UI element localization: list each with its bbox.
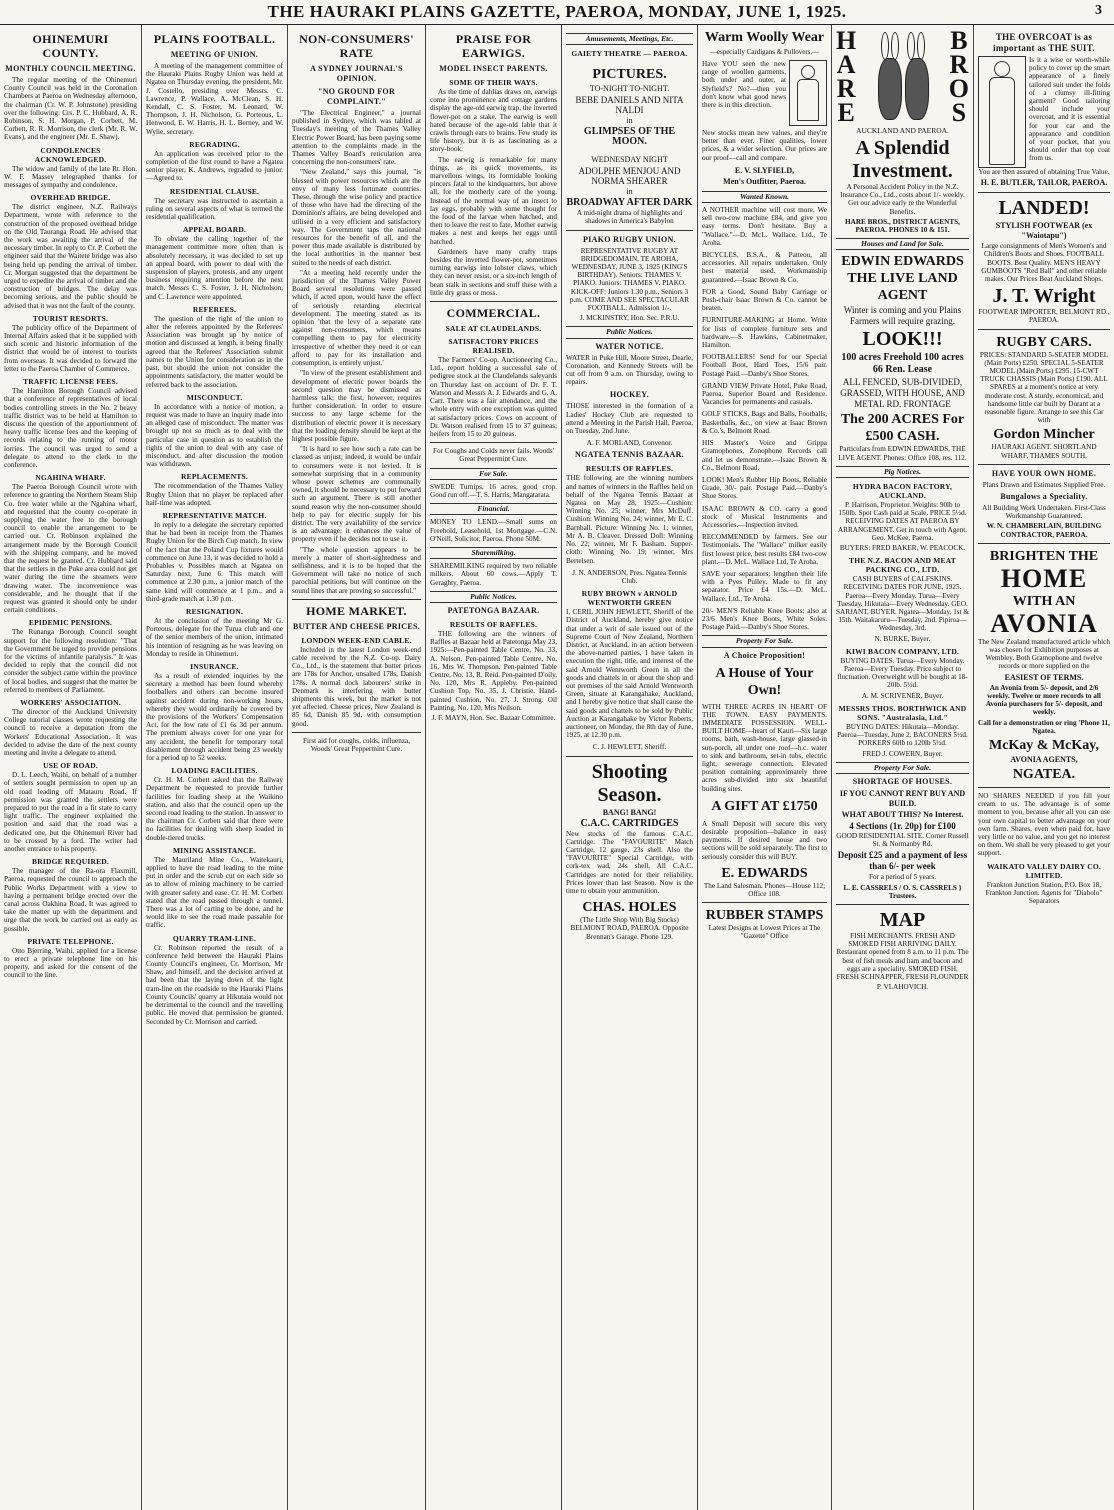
hare-letter: E — [837, 98, 855, 127]
ad-text: GOOD RESIDENTIAL SITE. Corner Russell St. & Normanby Rd. — [836, 831, 969, 849]
section-heading: WORKERS' ASSOCIATION. — [20, 698, 121, 707]
section-heading: LOADING FACILITIES. — [171, 766, 258, 776]
signature: A. F. MORLAND, Convenor. — [586, 439, 673, 448]
section-text: Cr. Robinson reported the result of a conference held between the Hauraki Plains County Council's engineer, Cr. Morrison, Mr Shaw, and himself, and the decision arrived at had been that the laying down of the light tram-line on the roadside to the Hauraki Plains County Councils' quarry at Hikutaia would not be detrimental to the council and the travelling public. He moved that permission be granted. Seconded by Cr. Morrison and carried. — [146, 943, 283, 1026]
section-text: The question of the right of the union to alter the referees appointed by the Referees' Association was brought up by notice of motion and discussed at length, it being finally agreed that the Referees' Association submit names to the Union for consideration as in the past, but should the union not consider the appointments satisfactory, the matter would be referred back to the association. — [146, 314, 283, 389]
ad-text: For a period of 5 years. — [868, 873, 937, 882]
section-heading: MISCONDUCT. — [186, 392, 243, 402]
ad-text: All Building Work Undertaken. First-Class Workmanship Guaranteed. — [982, 504, 1106, 521]
edwards-phones: The Land Salesman. Phones—House 112; Office 108. — [703, 881, 826, 899]
footer-advert: First aid for coughs, colds, influenza, Woods' Great Peppermint Cure. — [303, 736, 410, 754]
headline-patetonga-bazaar: PATETONGA BAZAAR. — [447, 605, 540, 615]
subhead-sydney-journal: A SYDNEY JOURNAL'S OPINION. — [310, 64, 403, 83]
home: HOME — [1000, 563, 1088, 593]
classified-ad: HIS Master's Voice and Grippa Gramophones, Zonophone Records call and let us demonstrate.—Isaac Brown & Co., Belmont Road. — [702, 439, 827, 472]
ngatea: NGATEA. — [1012, 766, 1076, 782]
section-text: In accordance with a notice of motion, a request was made to have an inquiry made into an alleged case of misconduct. The matter was brought up not so much as to deal with the particular case in question as to establish the rights of the union to deal with any case of misconduct, and after discussion the motion was withdrawn. — [146, 402, 283, 469]
ad-text: Is it a wise or worth-while policy to cover up the smart appearance of a finely tailored suit under the folds of a clumsy ill-fitting garment? Good tailoring should include your overcoat, and it is essential for your car and the appearance and condition of your pocket, that you should order that top coat from us. — [1029, 56, 1110, 163]
splendid-investment: A Splendid Investment. — [852, 137, 953, 182]
ad-text: PRICES: STANDARD 5-SEATER MODEL (Main Ports) £250. SPECIAL 5-SEATER MODEL (Main Ports) £295. 15-CWT TRUCK CHASSIS (Main Ports) £190. ALL SPARES at a moment's notice at very moderate cost. A sturdy, economical, and handsome little car built by Durant at a reasonable figure. Arrange to see this Car with — [979, 350, 1109, 425]
section-text: Otto Bjerring, Waihi, applied for a license to erect a private telephone line on his property, and asked for the consent of the council to the line. — [4, 946, 137, 980]
in-label: in — [626, 116, 633, 126]
bros-letter: O — [948, 74, 969, 103]
classified-section: Public Notices. — [430, 591, 557, 603]
section-heading: NGAHINA WHARF. — [35, 473, 106, 483]
ad-text: New stocks of the famous C.A.C. Cartridge. The "FAVOURITE" Match Cartridge, 12 gauge, 23s shell. Also the "FAVOURITE" Special Cartridge, with cork-tex wad, 24s shell. All C.A.C. Cartridges are noted for their reliability. Prices lower than last Season. Now is the time to obtain your ammunition. — [566, 829, 693, 895]
hare-bros-logo — [836, 26, 969, 127]
film-tagline: A mid-night drama of highlights and shadows in America's Babylon — [576, 209, 683, 226]
subhead-meeting-of-union: MEETING OF UNION. — [170, 50, 259, 59]
article-paragraph: As the time of dahlias draws on, earwigs come into prominence and cottage gardens display the age-old earwig trap, the inverted flower-pot on a stake. The earwig is well hated because of the age-old fable that it crawls through ears to brains. Few study its life history, but it is as fascinating as a story-book. — [430, 88, 557, 154]
signature: N. BURKE, Buyer. — [874, 634, 931, 643]
subhead-butter-cheese: BUTTER AND CHEESE PRICES. — [292, 621, 421, 631]
article-paragraph: Included in the latest London week-end cable received by the N.Z. Co-op. Dairy Co., Ltd., is the statement that butter prices are 178s for Anchor, unsalted 178s, Danish 178s. A normal dock labourers' strike in Denmark is interfering with butter shipments this week, but the market is not yet affected. Cheese prices, New Zealand is 85 6d, Danish 85 9d, with consumption good. — [292, 645, 421, 728]
nz-bacon: THE N.Z. BACON AND MEAT PACKING CO., LTD. — [849, 556, 956, 575]
classified-ad: GRAND VIEW Private Hotel, Puke Road, Paeroa. Superior Board and Residence. Vacancies for permanents and casuals. — [702, 381, 827, 407]
article-paragraph: The earwig is remarkable for many things, as its quick movements, its marvellous wings, its formidable looking pincers fatal to the kindquarters, but above all, for the motherly care of the young. Instead of the normal way of an insect to lay eggs, probably with some thought for the food of the larvae when hatched, and then to leave the rest to fate, Mother earwig makes a nest and keeps her eggs until hatched. — [430, 155, 557, 246]
trustees: L. E. CASSRELS / O. S. CASSRELS } Trustees. — [843, 883, 962, 900]
section-heading: RESIDENTIAL CLAUSE. — [169, 186, 260, 196]
section-text: The secretary was instructed to ascertain a ruling on several aspects of what is termed the residential qualification. — [146, 196, 283, 222]
subhead-prices: SATISFACTORY PRICES REALISED. — [448, 337, 539, 356]
section-houses-land: Houses and Land for Sale. — [836, 238, 969, 250]
article-paragraph: "New Zealand," says this journal, "is blessed with power resources which are the envy of many less fortunate countries. These, through the wise policy and practice of those who have had the directing of the Dominion's affairs, are being developed and utilised in a very efficient and satisfactory way. The Government taps the national resources for the benefit of all, and the power thus made available is distributed by the local authorities in the manner best suited to the needs of each district. — [292, 168, 421, 267]
house-of-your-own: A House of Your Own! — [715, 665, 814, 698]
mckay: McKay & McKay, — [988, 737, 1100, 753]
film-stars: ADOLPHE MENJOU AND NORMA SHEARER — [578, 166, 681, 187]
section-heading: RESIGNATION. — [185, 606, 244, 616]
shortage-houses: SHORTAGE OF HOUSES. — [852, 776, 953, 786]
notice-text: WATER in Puke Hill, Moore Street, Dearle, Coronation, and Kennedy Streets will be cut off from 9 a.m. on Thursday, owing to repairs. — [566, 353, 693, 387]
section-property-for-sale: Property For Sale. — [702, 635, 827, 647]
woolly-illustration — [789, 60, 827, 126]
section-heading: MINING ASSISTANCE. — [172, 845, 257, 855]
section-heading: QUARRY TRAM-LINE. — [172, 933, 257, 943]
notice-text: THOSE interested in the formation of a Ladies' Hockey Club are requested to attend a Meeting in the Parish Hall, Paeroa, on Tuesday, 2nd June. — [566, 402, 693, 436]
rugby-cars: RUGBY CARS. — [996, 334, 1092, 350]
ad-text: BUYING DATES: Hikutaia—Monday. Paeroa—Tuesday, June 2. BACONERS 5½d. PORKERS 60lb to 120lb 5½d. — [837, 722, 968, 748]
section-text: The district engineer, N.Z. Railways Department, wrote with reference to the construction of the proposed overhead bridge on the Old Tauranga Road. He advised that the work was awaiting the arrival of the necessary timber. In reply to Cr. P. Corbett the engineer said that the Waitete bridge was also being held up pending the arrival of timber. Cr. Morgan suggested that the department be urged to expedite the arrival of timber and the construction of bridges. The delay was becoming serious, and the public should be advised that it was not the fault of the county. — [4, 203, 137, 310]
section-text: In reply to a delegate the secretary reported that he had been in receipt from the Thames Rugby Union for the Birch Cup match. In view of the fact that the Poland Cup fixtures would commence on June 13, it was decided to hold a Probables v. Possibles match at Ngatea on Saturday next, June 6. This match will commence at 2.30 p.m., a junior match of the same kind will commence at 1 p.m., and a third-grade match at 1.30 p.m. — [146, 520, 283, 603]
page-number: 3 — [1095, 3, 1102, 18]
section-heading: EPIDEMIC PENSIONS. — [28, 618, 113, 628]
ad-text: WITH THREE ACRES IN HEART OF THE TOWN. EASY PAYMENTS. IMMEDIATE POSSESSION. WELL-BUILT HOME—heart of Kauri—Six large rooms, bath, wash-house, large glassed-in sun-porch, all under one roof—h.c. water to sink and bathroom, set-in tubs, electric light, sewerage connection. Elevated position containing approximately three acres sub-divided into six beautiful building sites. — [702, 702, 827, 793]
ad-text: Winter is coming and you Plains Farmers will require grazing. — [843, 305, 962, 327]
pictures-heading: PICTURES. — [592, 67, 667, 83]
bros-letter: S — [951, 98, 967, 127]
classified-section: Financial. — [430, 503, 557, 515]
column-non-consumers-rate — [288, 25, 425, 1510]
classified-ad: 20/- MEN'S Reliable Knee Boots; also at 23/6 Men's Knee Boots, White Soles. Postage Paid.—Danby's Shoe Stores. — [702, 606, 827, 632]
article-paragraph: Gardeners have many crafty traps besides the inverted flower-pot, sometimes turning earwigs into lobster claws, which they can never resist, or a six-inch length of bean stalk in sections and stuff these with a little dry grass or moss. — [430, 247, 557, 297]
edwards-name: E. EDWARDS — [721, 865, 808, 881]
in-label: in — [626, 187, 633, 197]
signature: C. J. HEWLETT, Sheriff. — [592, 743, 667, 752]
section-heading: REFEREES. — [192, 304, 237, 314]
ad-text: Plans Drawn and Estimates Supplied Free. — [982, 480, 1106, 489]
headline-praise-earwigs: PRAISE FOR EARWIGS. — [455, 32, 532, 60]
avonia-agents: AVONIA AGENTS, — [1010, 754, 1078, 764]
classified-ad: ISAAC BROWN & CO. carry a good stock of Musical Instruments and Accessories.—Inspection invited. — [702, 504, 827, 529]
edwin-edwards: EDWIN EDWARDS THE LIVE LAND AGENT — [841, 254, 964, 304]
tonight: TO-NIGHT TO-NIGHT. — [589, 84, 670, 94]
classified-ad: RECOMMENDED by farmers. See our Testimonials. The "Wallace" milker easily first lowest price, best results £84 two-cow plant.—D. McL. Wallace Ltd, Te Aroha. — [702, 533, 827, 566]
film-stars: BEBE DANIELS AND NITA NALDI — [575, 95, 684, 116]
rubber-stamps: RUBBER STAMPS — [705, 908, 824, 924]
section-heading: REGRADING. — [189, 139, 240, 149]
ad-text: Frankton Junction Station, P.O. Box 18, Frankton Junction. Agents for "Diabolo" Separators — [985, 880, 1103, 905]
headline-hockey: HOCKEY. — [610, 390, 649, 400]
classified-ad: LOOK! Men's Rubber Hip Boots, Reliable Grade, 30/- pair. Postage Paid.—Danby's Shoe Stores. — [702, 475, 827, 501]
classified-ad: SWEDE Turnips, 16 acres, good crop. Good run off.—T. S. Harris, Mangatarata. — [430, 482, 557, 499]
fenced: ALL FENCED, SUB-DIVIDED, GRASSED, WITH HOUSE, AND METAL RD. FRONTAGE — [840, 377, 965, 410]
film-title: GLIMPSES OF THE MOON. — [583, 126, 676, 148]
ad-text: Particulars from EDWIN EDWARDS, THE LIVE AGENT. Phones: Office 108, res. 112. — [838, 445, 967, 462]
stylish-footwear: STYLISH FOOTWEAR (ex "Waiotapu") — [995, 221, 1093, 241]
subhead-monthly-meeting: MONTHLY COUNCIL MEETING. — [5, 64, 136, 73]
headline-non-consumers-rate: NON-CONSUMERS' RATE — [299, 32, 414, 60]
subhead-raffles: RESULTS OF RAFFLES. — [585, 464, 674, 474]
section-heading: TOURIST RESORTS. — [32, 313, 109, 323]
gordon-mincher: Gordon Mincher — [993, 427, 1095, 443]
article-paragraph: "The whole question appears to be merely a matter of short-sightedness and selfishness, and it is to be hoped that the Government will take no notice of such parochial petitions, but will continue on the sound lines that are proving so successful." — [292, 545, 421, 595]
kiwi-bacon: KIWI BACON COMPANY, LTD. — [845, 646, 960, 656]
column-hare-bros — [832, 25, 973, 1510]
landed: LANDED! — [998, 197, 1090, 220]
classified-ad: SAVE your separators; lengthen their life with a Pyes Pulley. Made to fit any separator. Price £4 15s.—D. McL. Wallace, Ltd., Te Aroha. — [702, 569, 827, 603]
classified-ad: FURNITURE-MAKING at Home. Write for lists of complete furniture sets and hardware.—S. Hawkins, Cabinetmaker, Hamilton. — [702, 316, 827, 350]
section-text: At the conclusion of the meeting Mr G. Porteous, delegate for the Turua club and one of the senior members of the union, intimated his intention of resigning as he was leaving on Monday to reside in Ohinemuri. — [146, 616, 283, 658]
section-heading: CONDOLENCES ACKNOWLEDGED. — [34, 145, 107, 164]
section-heading: REPRESENTATIVE MATCH. — [162, 510, 267, 520]
ad-text: IF YOU CANNOT RENT BUY AND BUILD. — [839, 788, 966, 808]
section-text: The manager of the Ra-ora Flaxmill, Paeroa, requested the council to approach the Public Works Department with a view to having a permanent bridge erected over the canal across Oakhina Road. It was agreed to take the matter up with the department and urge that the work be carried out as early as possible. — [4, 867, 137, 933]
masthead — [0, 0, 1114, 25]
section-property-for-sale: Property For Sale. — [836, 762, 969, 774]
overcoat-figure — [978, 56, 1026, 168]
section-text: D. L. Leech, Waihi, on behalf of a number of settlers sought permission to open up an old road leading off Matauru Road. If permission was granted the settlers were prepared to put the road in a fit state to carry light traffic. The engineer explained the position and said that the road was a dedicated one, but the Ohinemuri River had to be crossed by a ford. The writer had another entrance to his property. — [4, 771, 137, 854]
gift-price: A GIFT AT £1750 — [711, 798, 818, 814]
subhead-claudelands: SALE AT CLAUDELANDS. — [445, 324, 542, 334]
ad-text: A Personal Accident Policy in the N.Z. Insurance Co., Ltd., costs about 1/- weekly. Get our advice early re the Wonderful Benefits. — [840, 183, 965, 216]
section-text: The director of the Auckland University College tutorial classes wrote requesting the council to receive a deputation from the Workers' Educational Association. It was decided to advise the date of the next county meeting and invite a delegate to attend. — [4, 708, 137, 758]
easiest-terms: EASIEST OF TERMS. — [1004, 672, 1084, 682]
subhead-their-ways: SOME OF THEIR WAYS. — [449, 78, 538, 87]
bros-letter: R — [949, 50, 969, 79]
section-heading: INSURANCE. — [190, 661, 239, 671]
ad-text: HAURAKI AGENT. SHORTLAND WHARF, THAMES SOUTH. — [991, 443, 1097, 460]
section-public-notices: Public Notices. — [566, 326, 693, 338]
masthead-title: THE HAURAKI PLAINS GAZETTE, PAEROA, MONDAY, JUNE 1, 1925. — [267, 2, 847, 21]
choice-proposition: A Choice Proposition! — [723, 650, 806, 660]
with-an: WITH AN — [1012, 593, 1076, 609]
cac-cartridges: C.A.C. CARTRIDGES — [580, 817, 679, 829]
film-title: BROADWAY AFTER DARK — [566, 197, 693, 209]
signature: P. VLAHOVICH. — [876, 983, 929, 992]
ad-text: FISH MERCHANTS. FRESH AND SMOKED FISH ARRIVING DAILY. Restaurant opened from 8 a.m. to 11 p.m. The best of fish meals and ham and bacon and eggs are a speciality. SMOKED FISH, FRESH SCHNAPPER, FRESH FLOUNDER — [836, 931, 969, 981]
hare-location: AUCKLAND AND PAEROA. — [856, 126, 949, 135]
subhead-model-insect: MODEL INSECT PARENTS. — [439, 64, 548, 73]
columns — [0, 25, 1114, 1510]
classified-ad: GOLF STICKS, Bags and Balls, Footballs, Basketballs, &c., on view at Isaac Brown & Co.'s, Belmont Road. — [702, 410, 827, 435]
section-heading: OVERHEAD BRIDGE. — [30, 193, 111, 203]
signature: FRED J. COWERN, Buyer. — [862, 749, 943, 758]
notice-text: I, CERIL JOHN HEWLETT, Sheriff of the District of Auckland, hereby give notice that under a writ of sale issued out of the Supreme Court of New Zealand, Northern District, at Auckland, in an action between the above-named parties, I have taken in execution the right, title, and interest of the said Arnold Wentworth Green in all the goods and chattels in or about the shop and out premises of the said Arnold Wentworth Green, situate at Karangahake, Auckland, and I hereby give notice that shall cause the said goods and chattels to be sold by Public Auction at Karangahake by Victor Roberts, auctioneer, on Monday, the 8th day of June, 1925, at 12.30 p.m. — [566, 608, 693, 740]
butler: H. E. BUTLER, TAILOR, PAEROA. — [980, 178, 1108, 188]
section-text: An application was received prior to the completion of the first round to have a Ngatea senior player, K. Andrews, regraded to junior.—Agreed to. — [146, 149, 283, 183]
ad-address: (The Little Shop With Big Stocks) BELMONT ROAD, PAEROA. Opposite Brennan's Garage. Phone 129. — [570, 916, 689, 941]
signature: BUYERS: FRED BAKER, W. PEACOCK. — [839, 544, 966, 553]
jt-wright: J. T. Wright — [992, 285, 1096, 308]
section-text: The Runanga Borough Council sought support for the following resolution: "That the Government be urged to provide pensions for the victims of infantile paralysis." It was decided to reply that the council did not consider the subject came within the province of local bodies, and suggest that the matter be referred to members of Parliament. — [4, 628, 137, 694]
headline-shooting-season: Shooting Season. — [591, 760, 668, 806]
subhead-london-cable: LONDON WEEK-END CABLE. — [301, 635, 412, 645]
column-butler-avonia — [974, 25, 1114, 1510]
section-heading: APPEAL BOARD. — [182, 225, 247, 235]
headline-ruby-brown: RUBY BROWN v ARNOLD WENTWORTH GREEN — [581, 589, 678, 608]
signature: J. F. MAYN, Hon. Sec. Bazaar Committee. — [431, 713, 556, 722]
ad-headline-warm-woolly: Warm Woolly Wear — [704, 30, 825, 45]
headline-commercial: COMMERCIAL. — [446, 306, 541, 321]
classified-ad: A NOTHER machine will cost more. We sell two-cow machine £84, and give you easy terms. Don't hesitate. Buy a "Wallace."—D. McL. Wallace, Ltd., Te Aroha. — [702, 206, 827, 247]
ad-text: NO SHARES NEEDED if you fill your cream to us. The advantage is of some moment to you, because after all you can use your own capital to better advantage on your own farm. Shares, even when paid for, have very little or no value, and you get no interest on them. We shall be very pleased to get your support. — [978, 791, 1110, 858]
headline-water-notice: WATER NOTICE. — [595, 341, 664, 351]
article-paragraph: THE following are the winners of Raffles at Bazaar held at Patetonga May 23, 1925:—Pen-painted Table Centre, No. 33, A. Nelson. Pen-painted Table Centre, No. 16, Mrs W. Thompson. Pen-painted Table Centre, No. 13, R. Reid. Pen-painted D'oily, No. 120, Mrs R. Appleby. Pen-painted Cushion Top, No. 35, J. Christie. Hand-painted Cushion, No. 27, J. Strong. Oil Painting, No. 120, Mrs Neilson. — [430, 629, 557, 712]
classified-ad: FOR a Good, Sound Baby Carriage or Push-chair Isaac Brown & Co. cannot be beaten. — [702, 287, 827, 313]
section-text: The recommendation of the Thames Valley Rugby Union that no player be replaced after half-time was adopted. — [146, 482, 283, 507]
bros-letter: B — [950, 26, 968, 55]
ad-text: A Small Deposit will secure this very desirable proposition—balance in easy payments. If desired house and two sections will be sold separately. The first to seriously consider this will BUY. — [702, 819, 827, 861]
gaiety-theatre: GAIETY THEATRE — PAEROA. — [571, 49, 688, 59]
wednesday-night: WEDNESDAY NIGHT — [591, 155, 668, 165]
chas-holes: CHAS. HOLES — [582, 900, 677, 916]
section-text: The widow and family of the late Rt. Hon. W. F. Massey telegraphed thanks for messages of sympathy and condolence. — [4, 164, 137, 190]
section-heading: BRIDGE REQUIRED. — [32, 857, 109, 867]
price-cash: The 200 ACRES For £500 CASH. — [840, 412, 965, 445]
section-text: To obviate the calling together of the management committee more often than is absolutely necessary, it was decided to set up an appeal board, with power to deal with the suspension of players, protests, and any urgent business requiring attention before the next match. Messrs C. S. Foster, J. H. Nicholson, and C. Lawrence were appointed. — [146, 235, 283, 301]
headline-ngatea-tennis: NGATEA TENNIS BAZAAR. — [575, 450, 684, 460]
section-text: As a result of extended inquiries by the secretary a method has been found whereby footballers and others can become insured against accident during non-working hours, whereby they would ordinarily be covered by the provisions of the Workers' Compensation Act, for the low rate of £1 6s 3d per annum. The premium always cover for one year for any accident, the benefit for temporary total disablement through accident being 23 weekly for a period up to 52 weeks. — [146, 671, 283, 763]
section-wanted-known: Wanted Known. — [702, 191, 827, 203]
avonia: AVONIA — [990, 608, 1098, 638]
section-text: The Paeroa Borough Council wrote with reference to granting the Northern Steam Ship Co. free water while at the Ngahina wharf, and requested that the county co-operate in supplying the water free to the borough council to enable the arrangement to be carried out. Cr. Robinson explained the arrangement made by the Borough Council with the shipping company, and he moved that the request be granted. Cr. Hubbard said that the settlers in the Puke area could not get water during the time the steamers were drawing water. The inconvenience was considerable, and he thought that if the request was granted it should only be under certain conditions. — [4, 483, 137, 615]
classified-ad: MONEY TO LEND.—Small sums on Freehold, Leasehold, 1st Mortgage.—C.N. O'Neill, Solicitor, Paeroa. Phone 50M. — [430, 518, 557, 543]
cough-advert: For Coughs and Colds never fails. Woods' Great Peppermint Cure. — [433, 447, 554, 464]
slyfield-title: Men's Outfitter, Paeroa. — [723, 176, 806, 186]
bungalows: Bungalows a Speciality. — [1000, 492, 1088, 502]
ad-sub: —especially Cardigans & Pullovers.— — [709, 48, 820, 56]
waikato-valley: WAIKATO VALLEY DAIRY CO. LIMITED. — [987, 861, 1101, 880]
chamberlain: W. N. CHAMBERLAIN, BUILDING CONTRACTOR, PAEROA. — [986, 522, 1102, 539]
column-amusements — [562, 25, 697, 1510]
headline-ohinemuri-county: OHINEMURI COUNTY. — [32, 32, 109, 60]
slyfield-name: E. V. SLYFIELD, — [734, 165, 795, 175]
hare-letter: A — [836, 50, 856, 79]
ad-text: Large consignments of Men's Women's and Children's Boots and Shoes. FOOTBALL BOOTS. Best Quality. MEN'S HEAVY GUMBOOTS "Red Ball" and other reliable makes. Our Prices Beat Auckland Shops. — [981, 242, 1107, 284]
call-demo: Call for a demonstration or ring 'Phone 11, Ngatea. — [978, 718, 1110, 735]
classified-ad: BICYCLES, B.S.A., & Patteou, all accessories. All repairs undertaken. Only best material used. Workmanship guaranteed.—Isaac Brown & Co. — [702, 251, 827, 284]
brighten: BRIGHTEN THE — [989, 548, 1099, 564]
ad-text: CASH BUYERS of CALFSKINS. RECEIVING DATES FOR JUNE, 1925. Paeroa—Every Monday. Turua—Every Tuesday. Hikutaia—Every Wednesday. GEO. SARJANT, BUYER. Ngatea—Monday, 1st & 15th. Waitakaruru—Tuesday, 2nd. Pipiroa—Wednesday, 3rd. — [836, 575, 969, 633]
section-heading: USE OF ROAD. — [43, 761, 98, 771]
section-text: Cr. H. M. Corbett asked that the Railway Department be requested to provide further facilities for loading sheep at the Waikino station, and also that the council open up the second road leading to the station. In answer to the chairman Cr. Corbett said that there were no facilities for dealing with sheep loaded in double-tiered trucks. — [146, 776, 283, 842]
ad-text: An Avonia from 5/- deposit, and 2/6 weekly. Twelve or more records to all Avonia purchasers for 5/- deposit, and weekly. — [985, 683, 1103, 717]
column-ohinemuri-county — [0, 25, 141, 1510]
overcoat-headline: THE OVERCOAT is as important as THE SUIT. — [993, 32, 1095, 53]
ad-text: The New Zealand manufactured article which was chosen for Exhibition purposes at Wembley. Both Gramophone and twelve records or more supplied on the — [978, 637, 1110, 671]
article-paragraph: "In view of the present establishment and development of electric power boards the second question may be dismissed as harmless talk; the first, however, requires further consideration. In order to ensure success to any large scheme for the distribution of electric power it is necessary that the loading density should be kept at the highest possible figure. — [292, 369, 421, 443]
section-text: The publicity office of the Department of Internal Affairs asked that it be supplied with such scenic and historic information of the district that would be of interest to tourists from overseas. It was decided to forward the letter to the Paeroa Chamber of Commerce. — [4, 323, 137, 373]
have-your-own-home: HAVE YOUR OWN HOME. — [991, 468, 1097, 478]
section-text: The Mauriland Mine Co., Waitekauri, applied to have the road leading to the mine put in order and the scrub cut on each side so as to allow of mining machinery to be carried with greater safety and ease. Cr. H. M. Corbett stated that the road passed through a tunnel. There was a lot of carting to be done, and he would like to see the road made passable for traffic. — [146, 855, 283, 930]
ad-text: Have YOU seen the new range of woollen garments, both under and outer, at Slyfield's? No?—then you don't know what good news there is in this direction. — [702, 60, 786, 110]
sections-price: 4 Sections (1r. 20p) for £100 — [849, 820, 956, 831]
column-plains-football — [142, 25, 287, 1510]
acres: 100 acres Freehold 100 acres 66 Ren. Lease — [841, 352, 964, 376]
column-slyfield — [698, 25, 831, 1510]
section-heading: PRIVATE TELEPHONE. — [27, 936, 114, 946]
hare-letter: H — [836, 26, 857, 55]
hydra-bacon: HYDRA BACON FACTORY, AUCKLAND. — [852, 482, 953, 501]
classified-section: For Sale. — [430, 468, 557, 480]
signature: A. M. SCRIVENER, Buyer. — [861, 691, 944, 700]
look: LOOK!!! — [862, 328, 943, 351]
headline-home-market: HOME MARKET. — [306, 603, 407, 618]
hares-illustration — [875, 30, 931, 124]
article-paragraph: A meeting of the management committee of the Hauraki Plains Rugby Union was held at Ngatea on Thursday evening, the president, Mr. J. Costello, presiding over Messrs. C. Lawrence, P. Wallace, A. McClean, S. H. Kendall, C. S. Foster, M. Leonard, W. Thompson, J. H. Nicholson, G. Porteous, L. Henwood, E. W. Harris, H. L. Berney, and W. Wylie, secretary. — [146, 62, 283, 136]
map-heading: MAP — [879, 908, 926, 931]
section-pig-notices: Pig Notices. — [836, 466, 969, 478]
subhead-raffles: RESULTS OF RAFFLES. — [449, 619, 538, 629]
headline-piako-rugby: PIAKO RUGBY UNION. — [583, 234, 676, 244]
signature: J. N. ANDERSON, Pres. Ngatea Tennis Club. — [572, 568, 687, 585]
headline-plains-football: PLAINS FOOTBALL. — [153, 32, 276, 46]
ad-text: You are then assured of obtaining True Value. — [978, 168, 1110, 176]
article-paragraph: The Farmers' Co-op. Auctioneering Co., Ltd., report holding a successful sale of pedigree stock at the Claudelands saleyards on Thursday last on account of Dr. F. T. Watson and Messrs A. J. Edwards and G. A. Carr. There was a fair attendance, and the whole entry with one exception was quitted at satisfactory prices. Cows on account of Dr. Watson realised from 15 to 37 guineas; heifers from 15 to 20 guineas. — [430, 356, 557, 438]
subhead-no-ground: "NO GROUND FOR COMPLAINT." — [317, 87, 396, 106]
ad-text: FOOTWEAR IMPORTER, BELMONT RD., PAEROA. — [978, 308, 1110, 325]
notice-text: THE following are the winning numbers and names of winners in the Raffles held on behalf of the Ngatea Tennis Bazaar at Ngatea on May 28, 1925:—Cushion: Winning No. 25; winner, Mrs McDuff. Cushion: Winning No. 24; winner, Mr E. C. Barnball. Picture: Winning No. 1; winner, Mr A. B. Cleaver. Dressed Doll: Winning No. 22; winner, Mr F. Basham. Supper-cloth: Winning No. 19; winner, Mrs Bertelsen. — [566, 474, 693, 565]
bang: BANG! BANG! — [602, 807, 657, 817]
classified-ad: SHAREMILKING required by two reliable milkers. About 60 cows.—Apply T. Geraghty, Paeroa. — [430, 562, 557, 587]
ad-text: P. Harrison, Proprietor. Weights: 90lb to 150lb. Spot Cash paid at Scale. PRICE 5½d. RECEIVING DATES AT PAEROA BY ARRANGEMENT. Get in touch with Agent. Geo. McKee, Paeroa. — [837, 501, 968, 542]
column-earwigs — [426, 25, 561, 1510]
section-amusements: Amusements, Meetings, Etc. — [566, 33, 693, 45]
classified-ad: FOOTBALLERS! Send for our Special Football Boot, Hard Toes, 15/6 pair. Postage Paid.—Danby's Shoe Stores. — [702, 353, 827, 378]
article-paragraph: "The Electrical Engineer," a journal published in Sydney, which was tabled at Tuesday's meeting of the Thames Valley Electric Power Board, has been paying some attention to the complaints made in the Thames Valley Board's reticulation area concerning the non-consumers' rate. — [292, 109, 421, 167]
article-paragraph: "At a meeting held recently under the jurisdiction of the Thames Valley Power Board several resolutions were passed which, if acted upon, would have the effect of seriously retarding electrical development. The meeting stated as its opinion 'that the levy of a separate rate against non-consumers, which means compelling them to pay for electricity irrespective of whether they need it or can afford to pay for its installation and consumption, is entirely unjust.' — [292, 268, 421, 368]
hare-agents: HARE BROS., DISTRICT AGENTS, PAEROA. PHONES 10 & 151. — [845, 217, 960, 235]
ad-text: New stocks mean new values, and they're better than ever. Finer qualities, lower prices, & a wider selection. Our prices are our proof—call and compare. — [702, 129, 827, 162]
hare-letter: R — [836, 74, 856, 103]
ad-text: BUYING DATES. Turua—Every Monday. Paeroa—Every Tuesday. Price subject to fluctuation. Overweight will be bought at 18-20lb. 5½d. — [837, 656, 968, 690]
deposit: Deposit £25 and a payment of less than 6/- per week — [837, 850, 968, 872]
rugby-details: REPRESENTATIVE RUGBY AT BRIDGEDOMAIN, TE AROHA, WEDNESDAY, JUNE 3, 1925 (KING'S BIRTHDAY). Seniors: THAMES V. PIAKO. Juniors: THAMES V. PIAKO. KICK-OFF: Juniors 1.30 p.m., Seniors 3 p.m. COME AND SEE SPECTACULAR FOOTBALL. Admission 1/-. — [569, 246, 690, 313]
what-about: WHAT ABOUT THIS? No Interest. — [841, 809, 964, 819]
borthwick: MESSRS THOS. BORTHWICK AND SONS. "Australasia, Ltd." — [838, 703, 967, 722]
article-paragraph: The regular meeting of the Ohinemuri County Council was held in the Coronation Chambers at Paeroa on Wednesday afternoon, the chairman (Cr. W. P. Johnstone) presiding over the following: Crs. P. C. Hubbard, A. R. Robinson, S. H. Morgan, P. Corbett, M. Corbett, R. R. Morrison, the clerk (Mr. R. W. Evans), and the engineer (Mr. E. Shaw). — [4, 76, 137, 142]
signature: J. MCKINSTRY, Hon. Sec. P.R.U. — [579, 314, 680, 323]
rubber-stamps-text: Latest Designs at Lowest Prices at The "Gazette" Office — [708, 924, 821, 941]
section-text: The Hamilton Borough Council advised that a conference of representatives of local bodies controlling streets in the No. 2 heavy traffic district was to be held at Hamilton to discuss the question of the apportionment of heavy traffic license fees and the keeping of records relating to the running of motor lorries. The council was urged to send a delegate to attend to the clerk to the conference. — [4, 387, 137, 469]
classified-section: Sharemilking. — [430, 547, 557, 559]
section-heading: TRAFFIC LICENSE FEES. — [23, 377, 118, 387]
section-heading: REPLACEMENTS. — [181, 472, 248, 482]
article-paragraph: "It is hard to see how such a rate can be classed as unjust; indeed, it would be unfair to consumers were it not levied. It is somewhat surprising that in a community whose power schemes are communally owned, it should be necessary to put forward such an argument. There is still another sound reason why the non-consumer should help to pay for electric supply for his district. The very availability of the service is an advantage; it enhances the value of property even if he decides not to use it. — [292, 445, 421, 544]
